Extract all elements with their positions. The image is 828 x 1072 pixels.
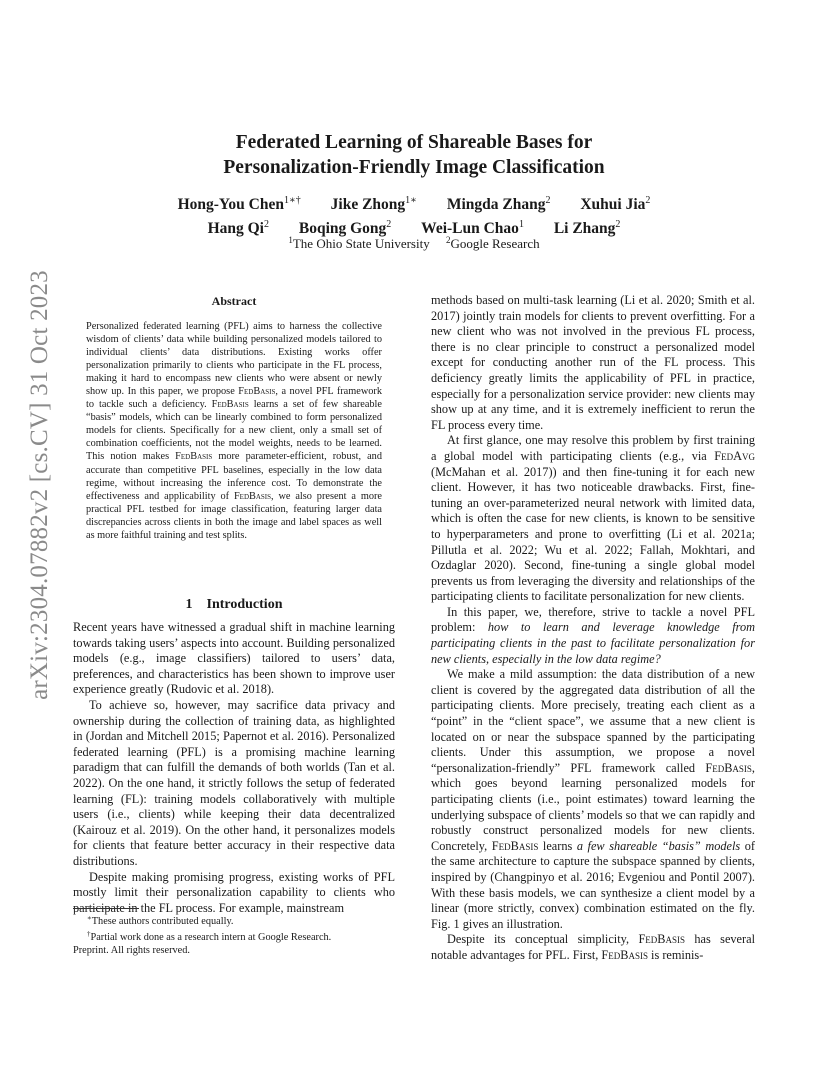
footnote: ∗These authors contributed equally. xyxy=(87,914,234,927)
section-number: 1 xyxy=(185,597,193,612)
author: Xuhui Jia$^2$ xyxy=(580,195,651,213)
abstract-body: Personalized federated learning (PFL) aims to harness the collective wisdom of clients’ data while building personalized models tailored to individual clients’ data distributions. Existing works offer personalization primarily to clients who participate in the FL process, making it hard to encompass new clients who were absent or newly show up. In this paper, we propose FedBasis, a novel PFL framework to tackle such a deficiency. FedBasis learns a set of few shareable “basis” models, which can be linearly combined to form personalized models for clients. Specifically for a new client, only a small set of combination coefficients, not the model weights, needs to be learned. This notion makes FedBasis more parameter-efficient, robust, and accurate than competitive PFL baselines, especially in the low data regime, without increasing the inference cost. To demonstrate the effectiveness and applicability of FedBasis, we also present a more practical PFL testbed for image classification, featuring larger data discrepancies across clients in both the image and label spaces as well as more faithful training and test splits. xyxy=(86,321,382,541)
author-row-1 xyxy=(0,191,828,215)
paragraph: methods based on multi-task learning (Li et al. 2020; Smith et al. 2017) jointly train models for clients to prevent overfitting. For a new client who was not involved in the previous FL process, there is no clear principle to construct a personalized model except for conducting another run of the FL process. This deficiency greatly limits the applicability of PFL in practice, especially for a personalization service provider: new clients may show up at any time, and it is extremely inefficient to rerun the FL process every time. xyxy=(431,293,755,432)
footnote-rule xyxy=(73,908,139,909)
paragraph: Despite its conceptual simplicity, FedBasis has several notable advantages for PFL. First, FedBasis is reminis- xyxy=(431,932,755,962)
paper-title xyxy=(0,130,828,180)
footnotes xyxy=(73,912,395,958)
arxiv-identifier-stamp xyxy=(20,270,60,700)
affiliation: $^2$Google Research xyxy=(445,235,540,251)
abstract-heading: Abstract xyxy=(211,294,257,308)
paragraph: Recent years have witnessed a gradual shift in machine learning towards taking users’ aspects into account. Building personalized models (e.g., image classifiers) tailored to users’ data, preferences, and characteristics has been shown to improve user experience greatly (Rudovic et al. 2018). xyxy=(73,620,395,697)
affiliation: $^1$The Ohio State University xyxy=(288,235,430,251)
author-list xyxy=(0,191,828,239)
paragraph: To achieve so, however, may sacrifice data privacy and ownership during the collection of training data, as highlighted in (Jordan and Mitchell 2015; Papernot et al. 2016). Personalized federated learning (PFL) is a promising machine learning paradigm that can fulfill the demands of both worlds (Tan et al. 2022). On the one hand, it strictly follows the setup of federated learning (FL): training models collaboratively with multiple users (i.e., clients) while keeping their data decentralized (Kairouz et al. 2019). On the other hand, it personalizes models for clients that feature better accuracy in their respective data distributions. xyxy=(73,697,395,868)
author: Jike Zhong$^{1∗}$ xyxy=(330,195,417,213)
footnote: †Partial work done as a research intern at Google Research. xyxy=(87,930,332,944)
author: Mingda Zhang$^2$ xyxy=(446,195,551,213)
paragraph: We make a mild assumption: the data distribution of a new client is covered by the aggregated data distribution of all the participating clients. More precisely, treating each client as a “point” in the “client space”, we assume that a new client is located on or near the subspace spanned by the participating clients. Under this assumption, we propose a novel “personalization-friendly” PFL framework called FedBasis, which goes beyond learning personalized models for participating clients (i.e., point estimates) toward learning the underlying subspace of clients’ models so that we can rapidly and robustly construct personalized models for new clients. Concretely, FedBasis learns a few shareable “basis” models of the same architecture to capture the subspace spanned by clients, inspired by (Changpinyo et al. 2016; Evgeniou and Pontil 2007). With these basis models, we can synthesize a client model by a linear (more strictly, convex) combination estimated on the fly. Fig. 1 gives an illustration. xyxy=(431,667,755,931)
author: Hang Qi$^2$ xyxy=(207,219,269,237)
title-line-1: Federated Learning of Shareable Bases for xyxy=(235,132,593,153)
author: Boqing Gong$^2$ xyxy=(298,219,392,237)
right-column-body xyxy=(431,293,755,964)
paragraph: In this paper, we, therefore, strive to tackle a novel PFL problem: how to learn and leverage knowledge from participating clients in the past to facilitate personalization for new clients, especially in the low data regime? xyxy=(431,604,755,666)
introduction-body xyxy=(73,620,395,916)
title-line-2: Personalization-Friendly Image Classification xyxy=(223,157,605,178)
paragraph: At first glance, one may resolve this problem by first training a global model with participating clients (e.g., via FedAvg (McMahan et al. 2017)) and then fine-tuning it for each new client. However, it has two noticeable drawbacks. First, fine-tuning an over-parameterized neural network with limited data, which is often the case for new clients, is known to be sensitive to hyperparameters and prone to overfitting (Li et al. 2021a; Pillutla et al. 2022; Wu et al. 2022; Fallah, Mokhtari, and Ozdaglar 2020). Second, fine-tuning a single global model prevents us from leveraging the diversity and relationships of the participating clients to facilitate personalization for new clients. xyxy=(431,433,755,604)
author: Wei-Lun Chao$^1$ xyxy=(421,219,524,237)
author: Hong-You Chen$^{1∗\dagger}$ xyxy=(177,195,301,213)
paragraph: Despite making promising progress, existing works of PFL mostly limit their personalization capability to clients who participate in the FL process. For example, mainstream xyxy=(73,869,395,915)
preprint-notice: Preprint. All rights reserved. xyxy=(73,945,190,957)
arxiv-identifier: arXiv:2304.07882v2 [cs.CV] 31 Oct 2023 xyxy=(26,270,53,700)
section-heading-introduction xyxy=(73,597,395,613)
affiliations xyxy=(0,235,828,252)
section-title: Introduction xyxy=(206,597,283,612)
author: Li Zhang$^2$ xyxy=(553,219,621,237)
